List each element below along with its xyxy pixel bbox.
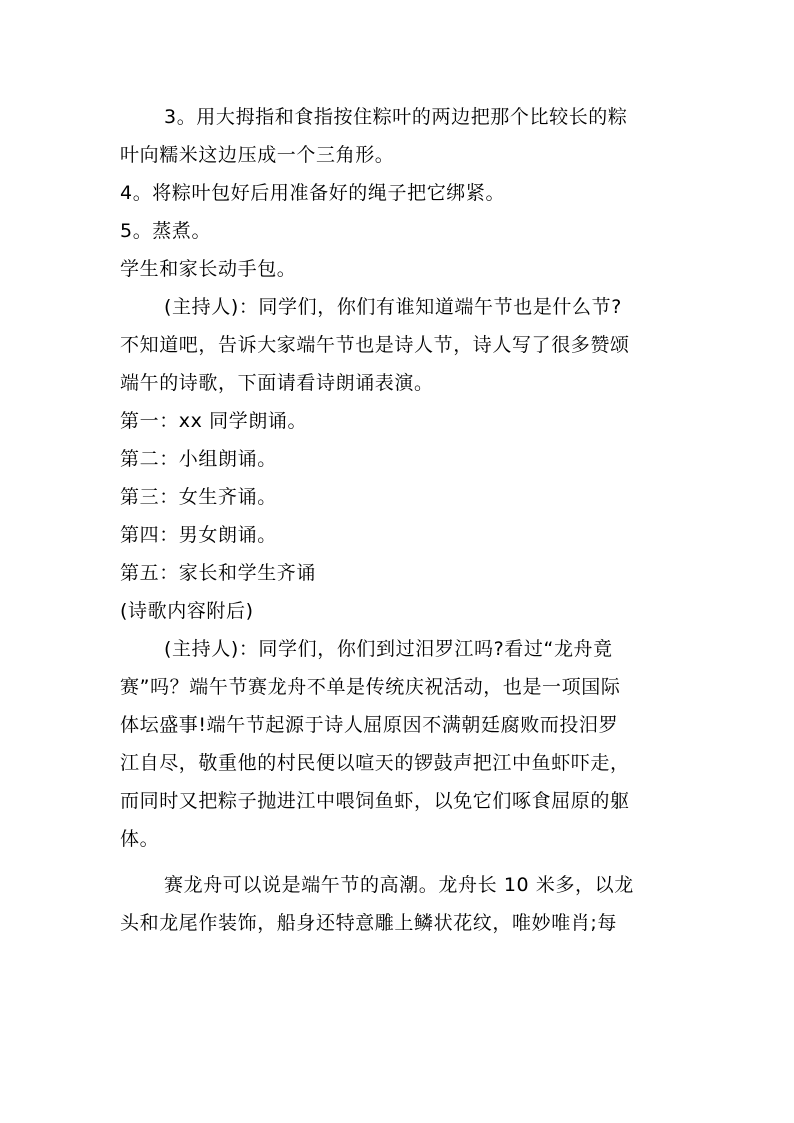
- activity-line: 学生和家长动手包。: [120, 258, 297, 280]
- host-paragraph-2-line-4: 江自尽，敬重他的村民便以喧天的锣鼓声把江中鱼虾吓走，: [120, 752, 630, 774]
- poem-note: (诗歌内容附后): [120, 600, 254, 622]
- dragon-boat-paragraph-line-2: 头和龙尾作装饰，船身还特意雕上鳞状花纹，唯妙唯肖;每: [120, 912, 618, 934]
- host-paragraph-1-line-3: 端午的诗歌，下面请看诗朗诵表演。: [120, 372, 434, 394]
- host-paragraph-1-line-1: (主持人)：同学们，你们有谁知道端午节也是什么节?: [164, 296, 622, 318]
- step-3-line-1: 3。用大拇指和食指按住粽叶的两边把那个比较长的粽: [164, 106, 628, 128]
- step-5-line: 5。蒸煮。: [120, 220, 212, 242]
- program-item-1: 第一：xx 同学朗诵。: [120, 410, 308, 432]
- host-paragraph-2-line-3: 体坛盛事!端午节起源于诗人屈原因不满朝廷腐败而投汨罗: [120, 714, 619, 736]
- program-item-3: 第三：女生齐诵。: [120, 486, 277, 508]
- host-paragraph-2-line-2: 赛”吗？端午节赛龙舟不单是传统庆祝活动，也是一项国际: [120, 676, 621, 698]
- program-item-4: 第四：男女朗诵。: [120, 524, 277, 546]
- program-item-5: 第五：家长和学生齐诵: [120, 562, 317, 584]
- document-body: [120, 98, 690, 942]
- host-paragraph-1-line-2: 不知道吧，告诉大家端午节也是诗人节，诗人写了很多赞颂: [120, 334, 630, 356]
- host-paragraph-2-line-1: (主持人)：同学们，你们到过汨罗江吗?看过“龙舟竟: [164, 638, 613, 660]
- program-item-2: 第二：小组朗诵。: [120, 448, 277, 470]
- host-paragraph-2-line-5: 而同时又把粽子抛进江中喂饲鱼虾，以免它们啄食屈原的躯: [120, 790, 630, 812]
- host-paragraph-2-line-6: 体。: [120, 828, 160, 850]
- dragon-boat-paragraph-line-1: 赛龙舟可以说是端午节的高潮。龙舟长 10 米多，以龙: [164, 874, 634, 896]
- step-3-line-2: 叶向糯米这边压成一个三角形。: [120, 144, 395, 166]
- step-4-line: 4。将粽叶包好后用准备好的绳子把它绑紧。: [120, 182, 506, 204]
